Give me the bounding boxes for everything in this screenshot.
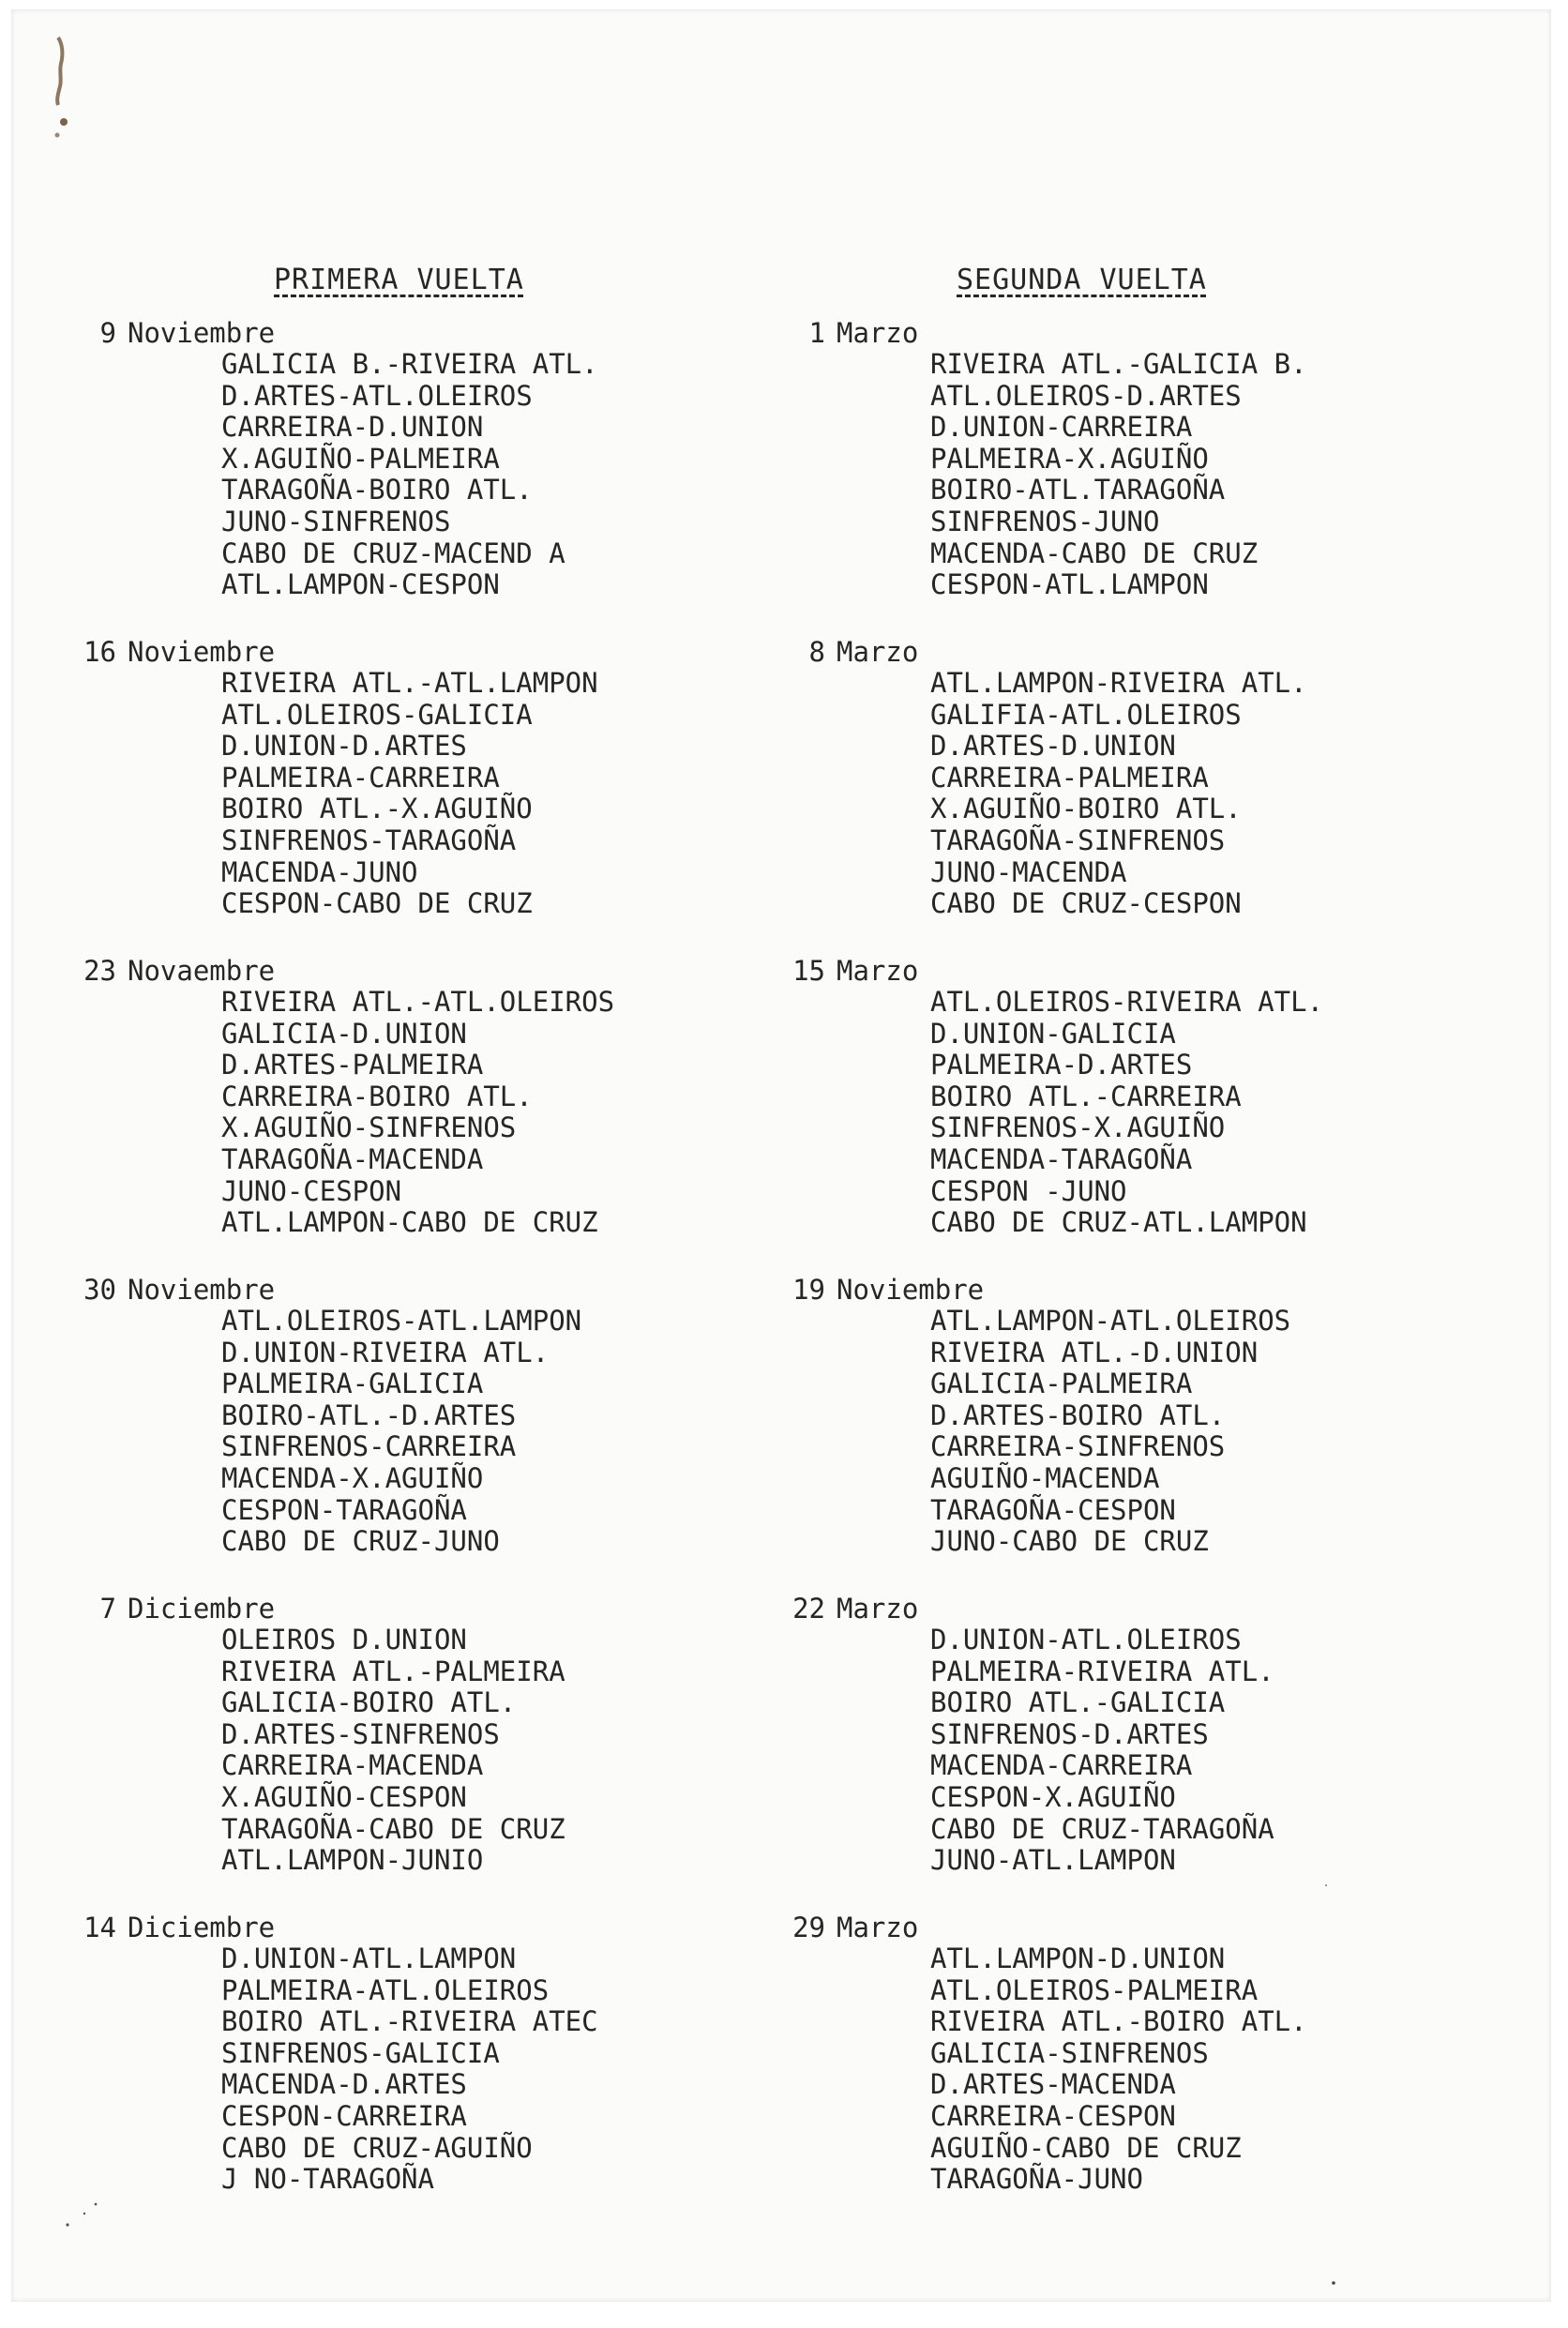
- matchday-day: 30: [83, 1274, 116, 1306]
- matchday-day: 23: [83, 955, 116, 987]
- fixture: GALICIA-SINFRENOS: [930, 2036, 1209, 2069]
- fixture: CESPON-CABO DE CRUZ: [221, 887, 533, 920]
- matchday-day: 15: [792, 955, 825, 987]
- fixture: X.AGUIÑO-BOIRO ATL.: [930, 793, 1242, 825]
- fixture: ATL.OLEIROS-GALICIA: [221, 698, 533, 731]
- fixture: X.AGUIÑO-CESPON: [221, 1780, 467, 1813]
- fixture: ATL.LAMPON-JUNIO: [221, 1844, 484, 1877]
- fixture: TARAGOÑA-BOIRO ATL.: [221, 474, 533, 506]
- fixture: SINFRENOS-CARREIRA: [221, 1430, 517, 1463]
- segunda-vuelta-column: [769, 265, 1388, 2230]
- matchday-day: 1: [808, 317, 825, 349]
- fixture: CARREIRA-D.UNION: [221, 411, 484, 444]
- matchday-month: Marzo: [837, 955, 919, 987]
- fixture: TARAGOÑA-CABO DE CRUZ: [221, 1812, 565, 1845]
- matchday: [60, 1593, 679, 1912]
- matchday-month: Marzo: [837, 1912, 919, 1943]
- fixture: PALMEIRA-RIVEIRA ATL.: [930, 1655, 1274, 1687]
- fixture: D.ARTES-MACENDA: [930, 2068, 1176, 2101]
- matchday-day: 22: [792, 1593, 825, 1625]
- fixture: TARAGOÑA-JUNO: [930, 2163, 1143, 2196]
- fixture: PALMEIRA-X.AGUIÑO: [930, 442, 1209, 475]
- fixture: CARREIRA-PALMEIRA: [930, 761, 1209, 794]
- fixture: ATL.OLEIROS-RIVEIRA ATL.: [930, 986, 1324, 1018]
- matchday-month: Diciembre: [128, 1912, 276, 1943]
- fixture: JUNO-MACENDA: [930, 855, 1127, 888]
- matchday-month: Marzo: [837, 1593, 919, 1625]
- fixture: ATL.LAMPON-CABO DE CRUZ: [221, 1206, 598, 1239]
- fixture: D.UNION-CARREIRA: [930, 411, 1193, 444]
- fixture: RIVEIRA ATL.-ATL.OLEIROS: [221, 986, 615, 1018]
- primera-vuelta-column: [60, 265, 679, 2230]
- fixture: SINFRENOS-TARAGOÑA: [221, 824, 517, 856]
- fixture: BOIRO ATL.-GALICIA: [930, 1686, 1226, 1719]
- matchday-month: Diciembre: [128, 1593, 276, 1625]
- matchday: [769, 317, 1388, 636]
- fixture: MACENDA-CABO DE CRUZ: [930, 537, 1259, 569]
- fixture: GALICIA-PALMEIRA: [930, 1368, 1193, 1400]
- matchday-date: [769, 1593, 1388, 1625]
- fixture: BOIRO ATL.-X.AGUIÑO: [221, 793, 533, 825]
- matchday-month: Marzo: [837, 317, 919, 349]
- fixture: AGUIÑO-CABO DE CRUZ: [930, 2131, 1242, 2164]
- fixture: GALICIA-D.UNION: [221, 1017, 467, 1050]
- matchday-date: [60, 955, 679, 987]
- fixture: D.UNION-D.ARTES: [221, 730, 467, 763]
- fixture: CABO DE CRUZ-TARAGOÑA: [930, 1812, 1274, 1845]
- matchday-day: 9: [99, 317, 116, 349]
- matchday-day: 19: [792, 1274, 825, 1306]
- fixture: D.ARTES-SINFRENOS: [221, 1717, 500, 1750]
- fixture: CESPON-CARREIRA: [221, 2099, 467, 2132]
- fixture: CARREIRA-CESPON: [930, 2099, 1176, 2132]
- fixture: D.ARTES-PALMEIRA: [221, 1049, 484, 1081]
- fixture: BOIRO ATL.-RIVEIRA ATEC: [221, 2005, 598, 2038]
- matchday-day: 29: [792, 1912, 825, 1943]
- fixture: JUNO-CESPON: [221, 1174, 402, 1207]
- fixture: CARREIRA-BOIRO ATL.: [221, 1080, 533, 1112]
- fixture: GALICIA B.-RIVEIRA ATL.: [221, 348, 598, 380]
- matchday: [769, 636, 1388, 955]
- matchday-date: [769, 317, 1388, 349]
- fixture: D.UNION-ATL.LAMPON: [221, 1943, 517, 1974]
- matchday: [60, 1912, 679, 2230]
- matchday: [60, 955, 679, 1274]
- fixture: ATL.LAMPON-D.UNION: [930, 1943, 1226, 1974]
- fixture: MACENDA-CARREIRA: [930, 1749, 1193, 1782]
- matchday-date: [60, 1274, 679, 1306]
- fixture: BOIRO-ATL.TARAGOÑA: [930, 474, 1226, 506]
- matchday-date: [769, 955, 1388, 987]
- fixture: CESPON-ATL.LAMPON: [930, 568, 1209, 601]
- fixture: AGUIÑO-MACENDA: [930, 1461, 1160, 1494]
- matchday: [769, 955, 1388, 1274]
- fixture: MACENDA-X.AGUIÑO: [221, 1461, 484, 1494]
- matchday-month: Noviembre: [128, 1274, 276, 1306]
- fixture: SINFRENOS-D.ARTES: [930, 1717, 1209, 1750]
- fixture: CESPON-TARAGOÑA: [221, 1493, 467, 1526]
- fixture: ATL.LAMPON-RIVEIRA ATL.: [930, 667, 1307, 699]
- matchday-month: Noviembre: [837, 1274, 985, 1306]
- matchday: [60, 636, 679, 955]
- fixture: TARAGOÑA-CESPON: [930, 1493, 1176, 1526]
- fixture: JUNO-ATL.LAMPON: [930, 1844, 1176, 1877]
- matchday-date: [769, 1912, 1388, 1943]
- fixture: CESPON-X.AGUIÑO: [930, 1780, 1176, 1813]
- fixture: CABO DE CRUZ-AGUIÑO: [221, 2131, 533, 2164]
- fixture: RIVEIRA ATL.-BOIRO ATL.: [930, 2005, 1307, 2038]
- fixture: BOIRO-ATL.-D.ARTES: [221, 1398, 517, 1431]
- fixture: PALMEIRA-CARREIRA: [221, 761, 500, 794]
- fixture: PALMEIRA-D.ARTES: [930, 1049, 1193, 1081]
- fixture: CARREIRA-MACENDA: [221, 1749, 484, 1782]
- fixture: CARREIRA-SINFRENOS: [930, 1430, 1226, 1463]
- fixture: D.ARTES-ATL.OLEIROS: [221, 379, 533, 412]
- fixture: ATL.OLEIROS-ATL.LAMPON: [221, 1305, 582, 1337]
- fixture: JUNO-CABO DE CRUZ: [930, 1525, 1209, 1558]
- fixture: PALMEIRA-GALICIA: [221, 1368, 484, 1400]
- matchday-day: 8: [808, 636, 825, 668]
- fixture: RIVEIRA ATL.-ATL.LAMPON: [221, 667, 598, 699]
- fixture: ATL.OLEIROS-D.ARTES: [930, 379, 1242, 412]
- matchday-date: [769, 1274, 1388, 1306]
- matchday-day: 14: [83, 1912, 116, 1943]
- fixture: CABO DE CRUZ-JUNO: [221, 1525, 500, 1558]
- matchday-day: 7: [99, 1593, 116, 1625]
- fixture: D.UNION-RIVEIRA ATL.: [221, 1336, 550, 1368]
- fixture: RIVEIRA ATL.-PALMEIRA: [221, 1655, 565, 1687]
- fixture: ATL.LAMPON-ATL.OLEIROS: [930, 1305, 1291, 1337]
- fixture: CABO DE CRUZ-ATL.LAMPON: [930, 1206, 1307, 1239]
- fixture: CESPON -JUNO: [930, 1174, 1127, 1207]
- matchday: [769, 1593, 1388, 1912]
- heading-primera-vuelta: PRIMERA VUELTA: [274, 264, 524, 296]
- fixture: CABO DE CRUZ-CESPON: [930, 887, 1242, 920]
- typed-page: [11, 9, 1551, 2302]
- segunda-rounds: [769, 317, 1388, 2230]
- fixture: CABO DE CRUZ-MACEND A: [221, 537, 565, 569]
- fixture: BOIRO ATL.-CARREIRA: [930, 1080, 1242, 1112]
- fixture: D.UNION-ATL.OLEIROS: [930, 1624, 1242, 1655]
- primera-rounds: [60, 317, 679, 2230]
- fixture: SINFRENOS-JUNO: [930, 505, 1160, 537]
- fixture: J NO-TARAGOÑA: [221, 2163, 434, 2196]
- fixture: X.AGUIÑO-SINFRENOS: [221, 1111, 517, 1144]
- fixture: X.AGUIÑO-PALMEIRA: [221, 442, 500, 475]
- fixture: MACENDA-D.ARTES: [221, 2068, 467, 2101]
- matchday-month: Marzo: [837, 636, 919, 668]
- fixture: ATL.LAMPON-CESPON: [221, 568, 500, 601]
- matchday-month: Noviembre: [128, 317, 276, 349]
- fixture: SINFRENOS-X.AGUIÑO: [930, 1111, 1226, 1144]
- matchday-date: [60, 317, 679, 349]
- fixture: D.UNION-GALICIA: [930, 1017, 1176, 1050]
- fixture: MACENDA-TARAGOÑA: [930, 1142, 1193, 1175]
- matchday-month: Noviembre: [128, 636, 276, 668]
- fixture: RIVEIRA ATL.-GALICIA B.: [930, 348, 1307, 380]
- matchday-day: 16: [83, 636, 116, 668]
- fixture: OLEIROS D.UNION: [221, 1624, 467, 1655]
- matchday: [60, 317, 679, 636]
- matchday-month: Novaembre: [128, 955, 276, 987]
- matchday-date: [60, 636, 679, 668]
- fixture: GALICIA-BOIRO ATL.: [221, 1686, 517, 1719]
- fixture: JUNO-SINFRENOS: [221, 505, 451, 537]
- fixture: PALMEIRA-ATL.OLEIROS: [221, 1973, 550, 2006]
- fixture: TARAGOÑA-MACENDA: [221, 1142, 484, 1175]
- heading-segunda-vuelta: SEGUNDA VUELTA: [957, 264, 1207, 296]
- fixture: SINFRENOS-GALICIA: [221, 2036, 500, 2069]
- matchday: [769, 1912, 1388, 2230]
- fixture: TARAGOÑA-SINFRENOS: [930, 824, 1226, 856]
- matchday-date: [60, 1912, 679, 1943]
- matchday-date: [60, 1593, 679, 1625]
- matchday-date: [769, 636, 1388, 668]
- matchday: [769, 1274, 1388, 1593]
- ink-stain: [43, 30, 81, 143]
- fixture: GALIFIA-ATL.OLEIROS: [930, 698, 1242, 731]
- fixture: RIVEIRA ATL.-D.UNION: [930, 1336, 1259, 1368]
- matchday: [60, 1274, 679, 1593]
- fixture: MACENDA-JUNO: [221, 855, 418, 888]
- fixture: D.ARTES-BOIRO ATL.: [930, 1398, 1226, 1431]
- fixture: D.ARTES-D.UNION: [930, 730, 1176, 763]
- fixture: ATL.OLEIROS-PALMEIRA: [930, 1973, 1259, 2006]
